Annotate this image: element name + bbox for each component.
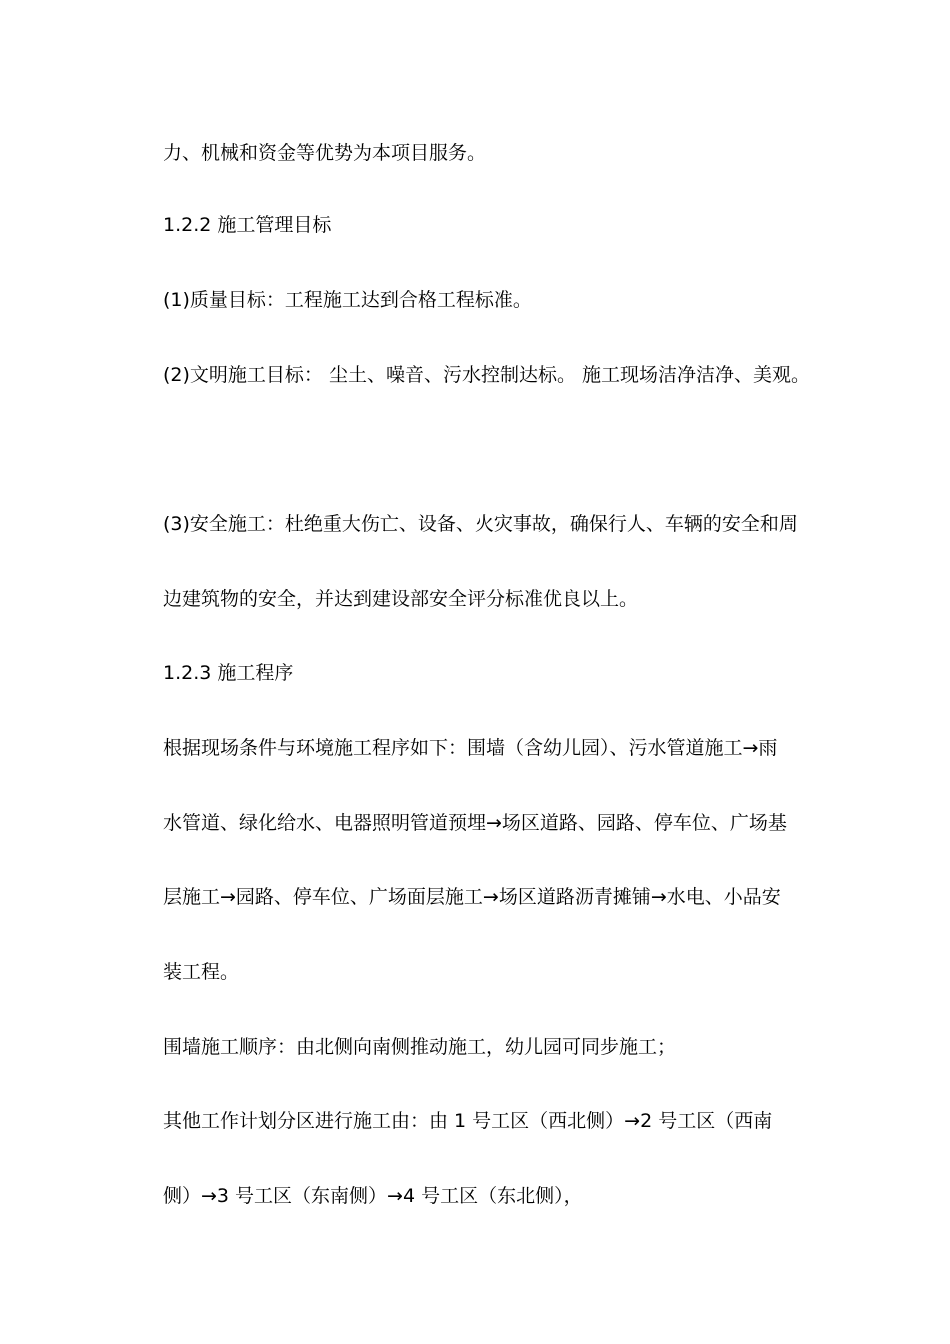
procedure-line-3: 层施工→园路、停车位、广场面层施工→场区道路沥青摊铺→水电、小品安 — [163, 886, 781, 908]
safety-goal-line-1: (3)安全施工：杜绝重大伤亡、设备、火灾事故，确保行人、车辆的安全和周 — [163, 513, 798, 535]
civilized-construction-goal-line: (2)文明施工目标： 尘土、噪音、污水控制达标。 施工现场洁净洁净、美观。 — [163, 364, 810, 386]
procedure-line-4: 装工程。 — [163, 961, 240, 983]
section-heading-1-2-3: 1.2.3 施工程序 — [163, 662, 294, 684]
wall-sequence-line: 围墙施工顺序：由北侧向南侧推动施工，幼儿园可同步施工； — [163, 1036, 677, 1058]
procedure-line-1: 根据现场条件与环境施工程序如下：围墙（含幼儿园）、污水管道施工→雨 — [163, 737, 778, 759]
paragraph-line-intro: 力、机械和资金等优势为本项目服务。 — [163, 142, 487, 164]
safety-goal-line-2: 边建筑物的安全，并达到建设部安全评分标准优良以上。 — [163, 588, 639, 610]
quality-goal-line: (1)质量目标：工程施工达到合格工程标准。 — [163, 289, 532, 311]
zone-plan-line-2: 侧）→3 号工区（东南侧）→4 号工区（东北侧）， — [163, 1185, 583, 1207]
zone-plan-line-1: 其他工作计划分区进行施工由：由 1 号工区（西北侧）→2 号工区（西南 — [163, 1110, 773, 1132]
section-heading-1-2-2: 1.2.2 施工管理目标 — [163, 214, 332, 236]
procedure-line-2: 水管道、绿化给水、电器照明管道预埋→场区道路、园路、停车位、广场基 — [163, 812, 787, 834]
